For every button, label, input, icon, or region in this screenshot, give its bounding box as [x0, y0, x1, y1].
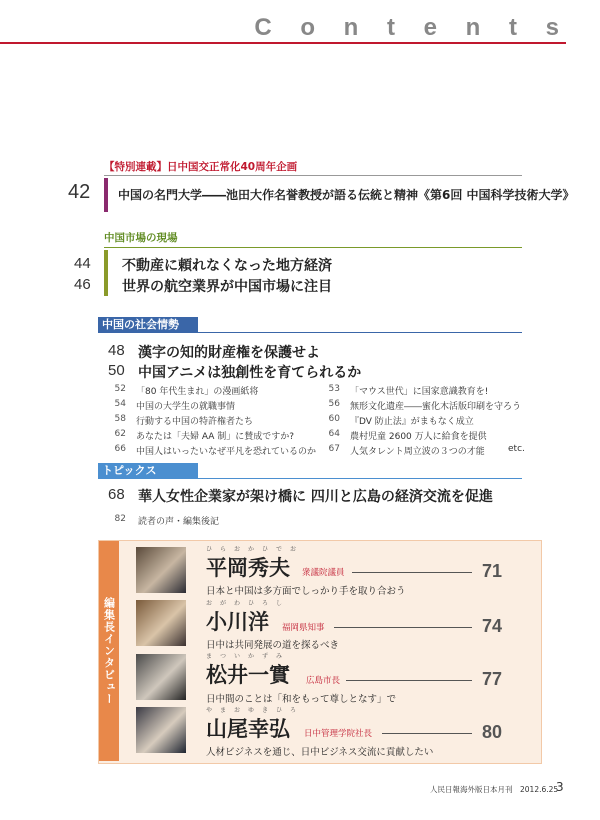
interview-ruby: まついかずみ — [206, 653, 291, 660]
society-right-num: 53 — [328, 384, 340, 394]
society-rule — [98, 332, 522, 333]
portrait-photo — [136, 707, 186, 753]
society-right-num: 67 — [328, 444, 340, 454]
topics-rule — [98, 478, 522, 479]
interview-leader-line — [382, 733, 472, 734]
portrait-photo — [136, 654, 186, 700]
society-main-num-2: 50 — [108, 362, 125, 379]
market-title-1[interactable]: 不動産に頼れなくなった地方経済 — [122, 258, 332, 274]
special-number: 42 — [68, 181, 91, 203]
letters-title[interactable]: 読者の声・編集後記 — [138, 517, 220, 527]
interview-page: 74 — [482, 616, 503, 636]
contents-title: C o n t e n t s — [254, 14, 570, 41]
page-number: 3 — [556, 780, 564, 794]
society-right-num: 56 — [328, 399, 340, 409]
interview-quote: 人材ビジネスを通じ、日中ビジネス交流に貢献したい — [206, 747, 434, 758]
society-main-num-1: 48 — [108, 342, 125, 359]
interview-page: 71 — [482, 561, 503, 581]
interview-page: 80 — [482, 722, 503, 742]
topics-title[interactable]: 華人女性企業家が架け橋に 四川と広島の経済交流を促進 — [138, 489, 493, 505]
market-num-1: 44 — [74, 255, 91, 272]
society-etc: etc. — [508, 444, 525, 454]
society-right-title[interactable]: 農村児童 2600 万人に給食を提供 — [350, 432, 487, 442]
interview-ruby: おがわひろし — [206, 600, 291, 607]
special-label: 【特別連載】日中国交正常化40周年企画 — [104, 161, 298, 173]
market-title-2[interactable]: 世界の航空業界が中国市場に注目 — [122, 279, 332, 295]
interview-page: 77 — [482, 669, 503, 689]
header-rule — [0, 42, 566, 44]
interview-label — [99, 541, 119, 761]
interview-leader-line — [352, 572, 472, 573]
interview-name[interactable]: 山尾幸弘 — [206, 716, 290, 741]
society-left-num: 66 — [114, 444, 126, 454]
portrait-photo — [136, 547, 186, 593]
society-left-title[interactable]: あなたは「夫婦 AA 制」に賛成ですか? — [136, 432, 295, 442]
interview-quote: 日中は共同発展の道を探るべき — [206, 640, 340, 651]
interview-quote: 日本と中国は多方面でしっかり手を取り合おう — [206, 586, 406, 597]
special-bar — [104, 178, 108, 212]
market-rule — [104, 247, 522, 248]
society-label: 中国の社会情勢 — [102, 318, 179, 331]
society-main-title-1[interactable]: 漢字の知的財産権を保護せよ — [138, 345, 320, 361]
society-left-title[interactable]: 行動する中国の特許権者たち — [136, 417, 254, 427]
society-left-num: 58 — [114, 414, 126, 424]
market-label: 中国市場の現場 — [104, 232, 178, 244]
letters-num: 82 — [114, 514, 126, 524]
society-left-title[interactable]: 「80 年代生まれ」の漫画紙将 — [136, 387, 259, 397]
interview-role: 衆議院議員 — [302, 568, 345, 578]
society-right-num: 60 — [328, 414, 340, 424]
society-right-title[interactable]: 無形文化遺産――蜜化木活版印刷を守ろう — [350, 402, 522, 412]
interview-leader-line — [346, 680, 472, 681]
interview-name[interactable]: 松井一實 — [206, 662, 290, 687]
interview-role: 広島市長 — [306, 676, 341, 686]
interview-name[interactable]: 小川洋 — [206, 609, 269, 634]
society-left-num: 52 — [114, 384, 126, 394]
interview-role: 日中管理学院社長 — [304, 729, 373, 739]
special-title[interactable]: 中国の名門大学――池田大作名誉教授が語る伝統と精神《第6回 中国科学技術大学》 — [118, 188, 575, 202]
interview-label-text: 編集長インタビュー — [102, 597, 116, 705]
interview-ruby: ひらおかひでお — [206, 546, 305, 553]
society-left-title[interactable]: 中国の大学生の就職事情 — [136, 402, 236, 412]
topics-label: トピックス — [102, 464, 157, 477]
society-right-num: 64 — [328, 429, 340, 439]
portrait-photo — [136, 600, 186, 646]
interview-ruby: やまおゆきひろ — [206, 707, 305, 714]
society-main-title-2[interactable]: 中国アニメは独創性を育てられるか — [138, 365, 362, 381]
topics-num: 68 — [108, 486, 125, 503]
society-band — [98, 317, 198, 333]
interview-name[interactable]: 平岡秀夫 — [206, 555, 290, 580]
society-right-title[interactable]: 人気タレント周立波の３つの才能 — [350, 447, 485, 457]
society-right-title[interactable]: 「マウス世代」に国家意識教育を! — [350, 387, 489, 397]
topics-band — [98, 463, 198, 479]
society-right-title[interactable]: 『DV 防止法』がまもなく成立 — [350, 417, 474, 427]
interview-quote: 日中間のことは「和をもって尊しとなす」で — [206, 694, 397, 705]
society-left-title[interactable]: 中国人はいったいなぜ平凡を恐れているのか — [136, 447, 317, 457]
society-left-num: 62 — [114, 429, 126, 439]
society-left-num: 54 — [114, 399, 126, 409]
market-num-2: 46 — [74, 276, 91, 293]
market-bar — [104, 250, 108, 296]
interview-role: 福岡県知事 — [282, 623, 325, 633]
special-rule — [104, 175, 522, 176]
interview-leader-line — [334, 627, 472, 628]
footer-publication: 人民日報海外版日本月刊 2012.6.25 — [430, 785, 559, 794]
